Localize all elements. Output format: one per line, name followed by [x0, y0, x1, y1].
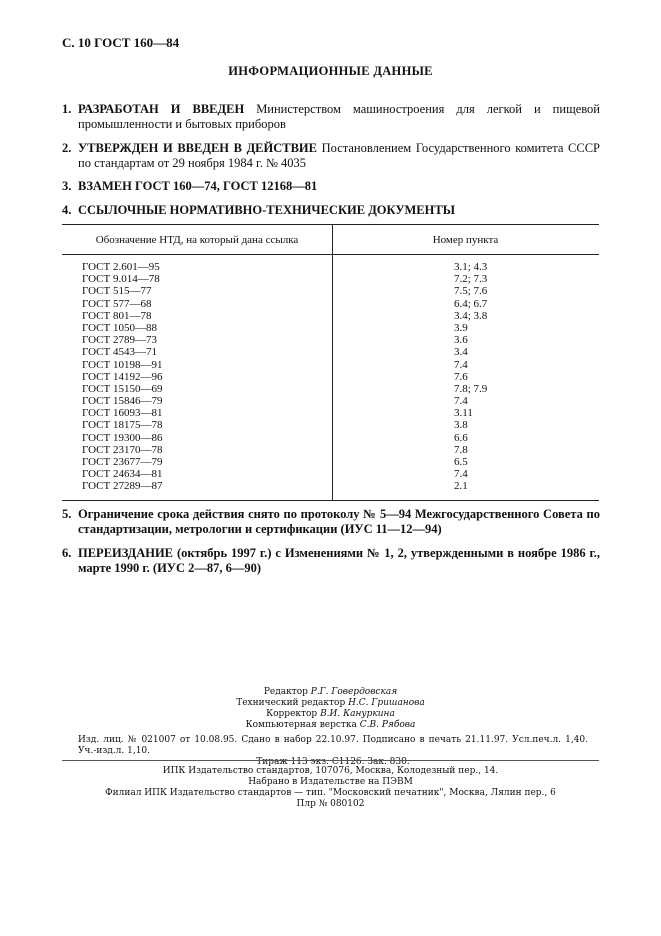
- table-header-document: Обозначение НТД, на который дана ссылка: [95, 234, 299, 246]
- table-cell-document: ГОСТ 2789—73: [82, 334, 157, 347]
- publisher-line: Плр № 080102: [296, 799, 365, 809]
- publisher-block: [0, 766, 661, 810]
- table-cell-document: ГОСТ 15150—69: [82, 382, 163, 395]
- table-row: [62, 371, 599, 383]
- table-cell-item: 3.11: [454, 407, 473, 420]
- publisher-line: ИПК Издательство стандартов, 107076, Москва, Колодезный пер., 14.: [162, 766, 499, 776]
- table-row: [62, 480, 599, 492]
- table-cell-document: ГОСТ 19300—86: [82, 431, 163, 444]
- table-cell-document: ГОСТ 23677—79: [82, 456, 163, 468]
- table-row: [62, 359, 599, 371]
- table-cell-item: 6.6: [454, 431, 468, 444]
- table-cell-document: ГОСТ 2.601—95: [82, 261, 160, 273]
- imprint-line: Изд. лиц. № 021007 от 10.08.95. Сдано в набор 22.10.97. Подписано в печать 21.11.97. Усл.печ.л. 1,40. Уч.-изд.л. 1,10.: [78, 735, 588, 756]
- credit-role: Компьютерная верстка: [245, 720, 357, 730]
- table-cell-item: 6.5: [454, 456, 468, 468]
- section-number: 6.: [62, 546, 72, 560]
- section-lead: УТВЕРЖДЕН И ВВЕДЕН В ДЕЙСТВИЕ: [78, 141, 317, 155]
- section-lead: ВЗАМЕН ГОСТ 160—74, ГОСТ 12168—81: [78, 179, 318, 193]
- table-cell-item: 3.1; 4.3: [454, 261, 488, 273]
- section-text: Министерством машиностроения для легкой и пищевой промышленности и бытовых приборов: [78, 102, 600, 131]
- table-cell-document: ГОСТ 4543—71: [82, 346, 157, 359]
- table-cell-item: 3.4; 3.8: [454, 309, 488, 322]
- table-cell-document: ГОСТ 18175—78: [82, 419, 163, 432]
- table-header: [62, 225, 599, 255]
- table-row: [62, 419, 599, 431]
- table-cell-document: ГОСТ 14192—96: [82, 370, 163, 383]
- table-row: [62, 383, 599, 395]
- section-number: 4.: [62, 203, 72, 217]
- credit-name: С.В. Рябова: [359, 720, 416, 730]
- section-text: Постановлением Государственного комитета СССР по стандартам от 29 ноября 1984 г. № 4035: [78, 141, 600, 170]
- table-cell-document: ГОСТ 23170—78: [82, 443, 163, 456]
- table-row: [62, 395, 599, 407]
- credit-line: [0, 687, 661, 698]
- section-lead: ПЕРЕИЗДАНИЕ: [78, 546, 174, 560]
- table-cell-item: 3.4: [454, 346, 468, 359]
- section-text: (октябрь 1997 г.) с Изменениями № 1, 2, утвержденными в ноябре 1986 г., марте 1990 г. (ИУС 2—87, 6—90): [78, 546, 601, 575]
- table-row: [62, 285, 599, 297]
- table-cell-item: 7.8: [454, 443, 468, 456]
- credit-name: В.И. Кануркина: [320, 709, 395, 719]
- table-row: [62, 298, 599, 310]
- table-row: [62, 432, 599, 444]
- table-cell-document: ГОСТ 24634—81: [82, 468, 163, 481]
- section-text: Ограничение срока действия снято по протоколу № 5—94 Межгосударственного Совета по стандартизации, метрологии и сертификации (ИУС 11—12—94): [78, 507, 600, 536]
- section-validity: [62, 507, 600, 537]
- section-replaces: [62, 179, 600, 194]
- imprint-block: [78, 735, 588, 768]
- table-cell-item: 3.9: [454, 321, 468, 334]
- credit-role: Корректор: [266, 709, 318, 719]
- credit-name: Р.Г. Говердовская: [310, 687, 398, 697]
- table-cell-document: ГОСТ 577—68: [82, 297, 152, 310]
- table-cell-document: ГОСТ 515—77: [82, 285, 152, 298]
- table-row: [62, 346, 599, 358]
- table-cell-item: 7.4: [454, 468, 468, 481]
- table-cell-item: 7.5; 7.6: [454, 285, 488, 298]
- table-row: [62, 261, 599, 273]
- imprint-line: Тираж 113 экз. С1126. Зак. 830.: [256, 757, 410, 767]
- table-row: [62, 322, 599, 334]
- table-cell-item: 7.2; 7.3: [454, 273, 488, 286]
- table-cell-item: 2.1: [454, 480, 468, 493]
- table-cell-document: ГОСТ 27289—87: [82, 480, 163, 493]
- table-cell-document: ГОСТ 10198—91: [82, 358, 163, 371]
- table-cell-item: 6.4; 6.7: [454, 297, 488, 310]
- section-developed: [62, 102, 600, 132]
- section-reissue: [62, 546, 600, 576]
- page-header: С. 10 ГОСТ 160—84: [62, 35, 180, 50]
- publisher-line: Набрано в Издательстве на ПЭВМ: [248, 777, 413, 787]
- table-row: [62, 310, 599, 322]
- credit-name: Н.С. Гришанова: [348, 698, 425, 708]
- table-cell-item: 7.4: [454, 395, 468, 408]
- table-cell-document: ГОСТ 9.014—78: [82, 273, 160, 286]
- publisher-line: Филиал ИПК Издательство стандартов — тип. "Московский печатник", Москва, Лялин пер., 6: [105, 788, 556, 798]
- section-number: 3.: [62, 179, 72, 193]
- section-number: 1.: [62, 102, 72, 116]
- table-cell-document: ГОСТ 16093—81: [82, 407, 163, 420]
- credit-line: [0, 720, 661, 731]
- table-row: [62, 334, 599, 346]
- table-row: [62, 407, 599, 419]
- divider: [62, 760, 599, 761]
- section-lead: РАЗРАБОТАН И ВВЕДЕН: [78, 102, 245, 116]
- table-cell-document: ГОСТ 15846—79: [82, 395, 163, 408]
- table-cell-document: ГОСТ 801—78: [82, 309, 152, 322]
- table-cell-item: 3.6: [454, 334, 468, 347]
- table-cell-document: ГОСТ 1050—88: [82, 321, 157, 334]
- credit-role: Технический редактор: [236, 698, 346, 708]
- section-number: 5.: [62, 507, 72, 521]
- credit-line: [0, 698, 661, 709]
- section-approved: [62, 141, 600, 171]
- table-cell-item: 7.6: [454, 370, 468, 383]
- table-header-item: Номер пункта: [432, 234, 499, 246]
- section-references: [62, 203, 600, 218]
- credit-line: [0, 709, 661, 720]
- table-row: [62, 273, 599, 285]
- table-cell-item: 7.4: [454, 358, 468, 371]
- table-cell-item: 3.8: [454, 419, 468, 432]
- table-row: [62, 468, 599, 480]
- credit-role: Редактор: [263, 687, 308, 697]
- credits-block: [0, 687, 661, 731]
- reference-table: [62, 224, 599, 501]
- table-body: [62, 255, 599, 500]
- table-row: [62, 444, 599, 456]
- table-cell-item: 7.8; 7.9: [454, 382, 488, 395]
- table-row: [62, 456, 599, 468]
- section-number: 2.: [62, 141, 72, 155]
- section-lead: ССЫЛОЧНЫЕ НОРМАТИВНО-ТЕХНИЧЕСКИЕ ДОКУМЕНТЫ: [78, 203, 455, 217]
- page-title: ИНФОРМАЦИОННЫЕ ДАННЫЕ: [228, 64, 433, 78]
